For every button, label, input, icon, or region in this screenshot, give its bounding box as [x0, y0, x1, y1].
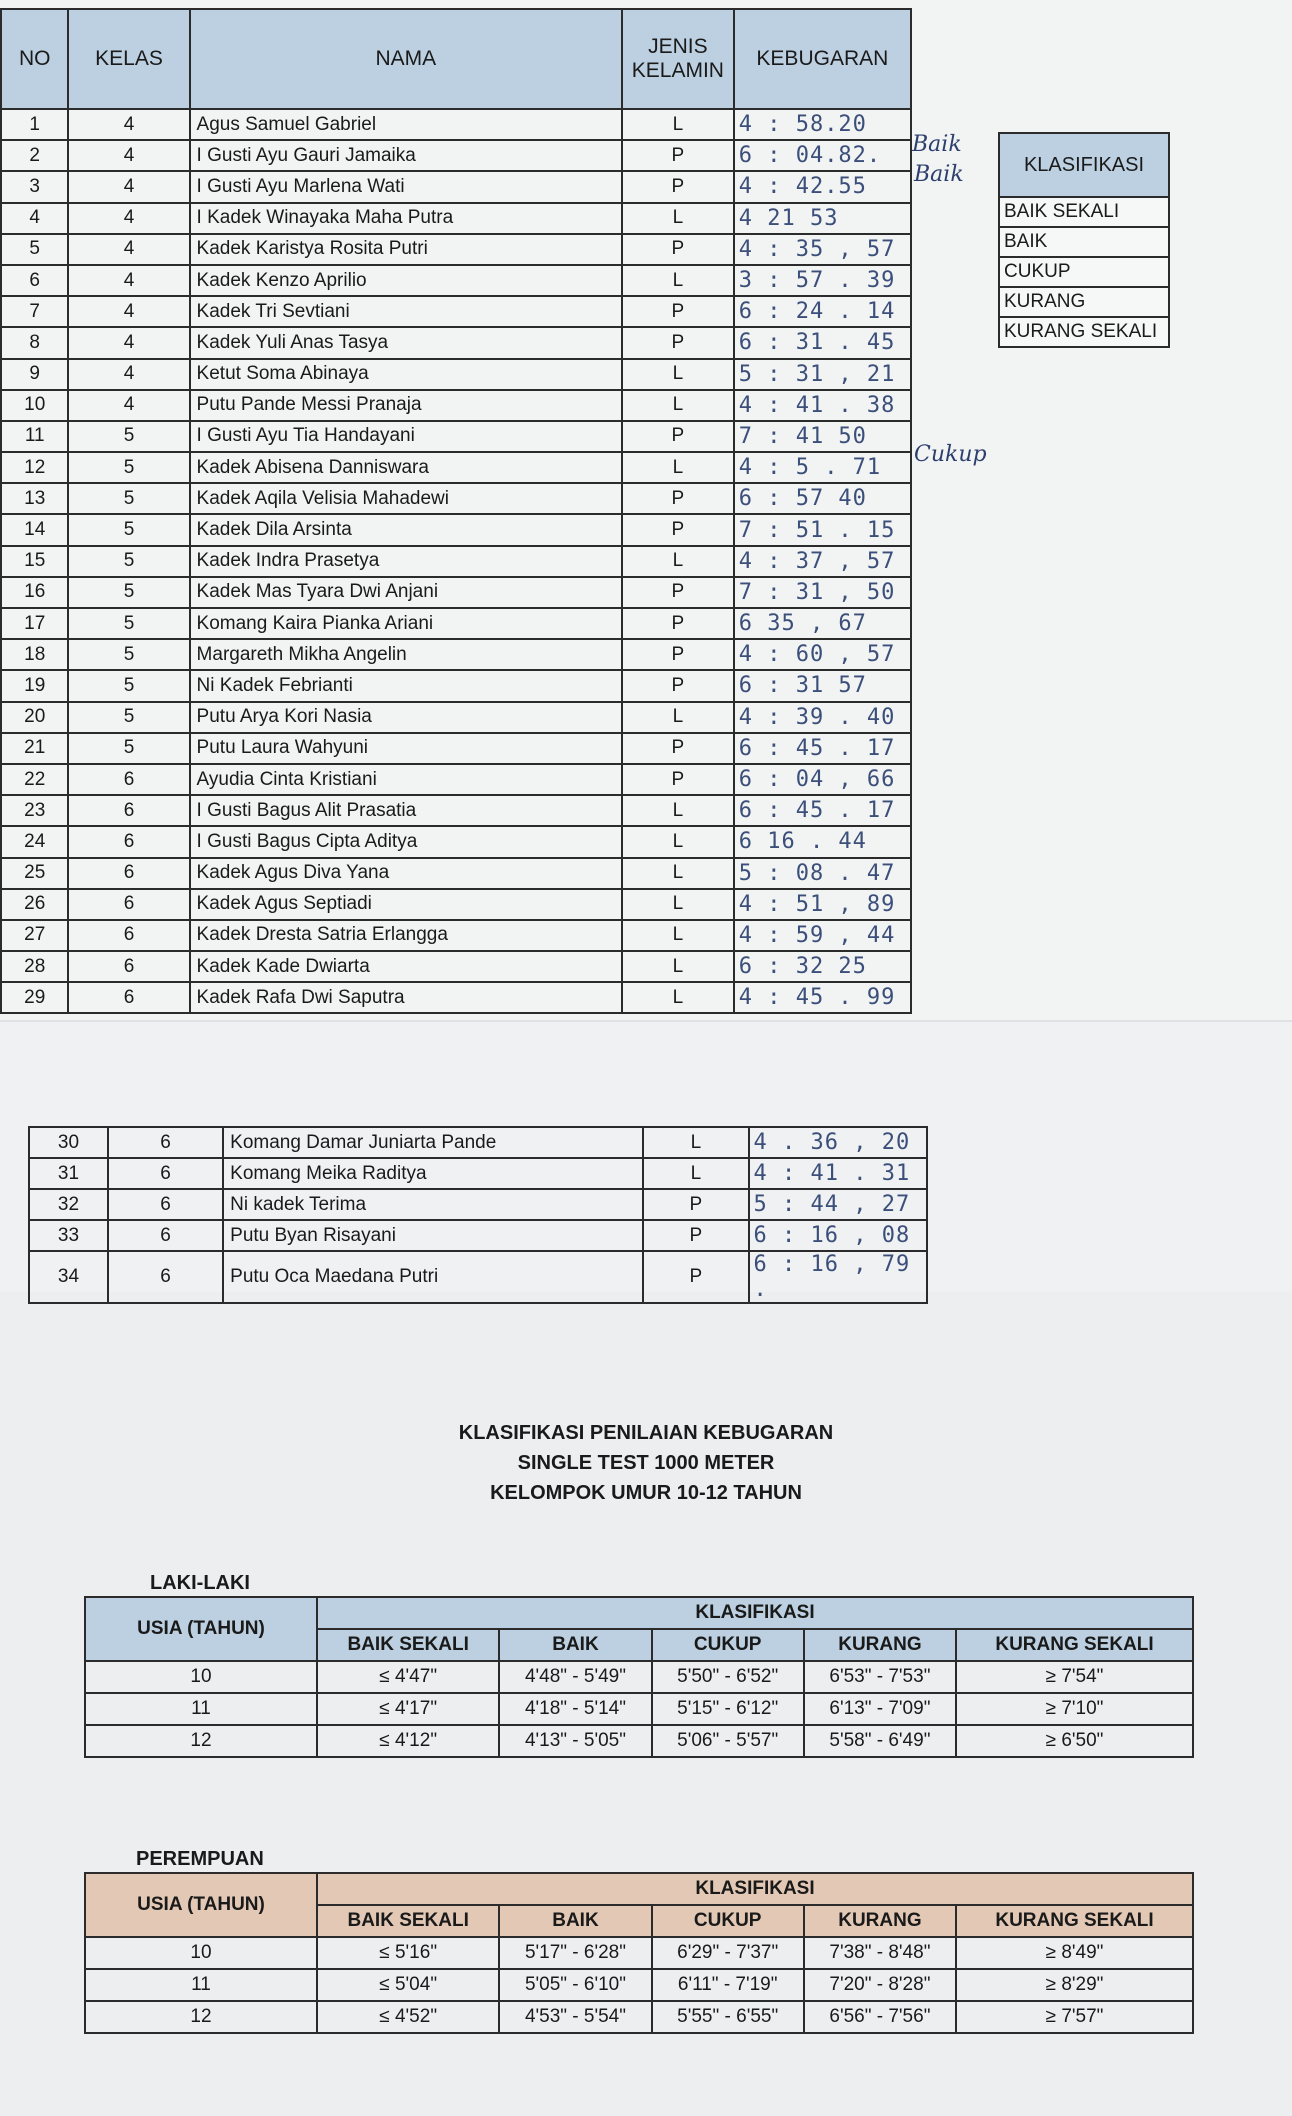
table-row [29, 1251, 927, 1303]
row-no: 27 [1, 920, 68, 951]
row-kebugaran: 4 . 36 , 20 [749, 1127, 927, 1158]
age-cell: 10 [85, 1937, 317, 1969]
row-kelas: 5 [68, 546, 189, 577]
row-jenis-kelamin: L [622, 858, 734, 889]
threshold-cell: ≥ 7'57" [956, 2001, 1193, 2033]
age-cell: 11 [85, 1969, 317, 2001]
table-row [1, 390, 911, 421]
row-no: 5 [1, 234, 68, 265]
row-kelas: 5 [68, 733, 189, 764]
table-row [1, 203, 911, 234]
age-header: USIA (TAHUN) [85, 1597, 317, 1661]
row-kelas: 6 [68, 858, 189, 889]
row-jenis-kelamin: L [622, 951, 734, 982]
row-nama: Komang Kaira Pianka Ariani [190, 608, 622, 639]
row-no: 7 [1, 296, 68, 327]
threshold-cell: ≥ 8'29" [956, 1969, 1193, 2001]
row-jenis-kelamin: P [643, 1220, 748, 1251]
row-jenis-kelamin: L [622, 546, 734, 577]
row-no: 16 [1, 577, 68, 608]
threshold-cell: 4'18" - 5'14" [499, 1693, 651, 1725]
classification-legend [998, 132, 1170, 348]
continued-table-body [29, 1127, 927, 1303]
row-kelas: 4 [68, 234, 189, 265]
row-jenis-kelamin: P [622, 733, 734, 764]
row-kebugaran: 6 : 24 . 14 [734, 296, 911, 327]
row-no: 19 [1, 670, 68, 701]
row-jenis-kelamin: L [622, 109, 734, 140]
row-kelas: 5 [68, 452, 189, 483]
header-jenis-kelamin: JENIS KELAMIN [622, 9, 734, 109]
male-label: LAKI-LAKI [150, 1572, 250, 1594]
row-kebugaran: 4 : 59 , 44 [734, 920, 911, 951]
row-jenis-kelamin: P [622, 171, 734, 202]
row-no: 32 [29, 1189, 108, 1220]
row-kebugaran: 6 16 . 44 [734, 826, 911, 857]
header-kebugaran: KEBUGARAN [734, 9, 911, 109]
col-cukup: CUKUP [652, 1629, 804, 1661]
row-nama: I Gusti Ayu Gauri Jamaika [190, 140, 622, 171]
row-kebugaran: 6 : 04.82. [734, 140, 911, 171]
row-jenis-kelamin: P [643, 1189, 748, 1220]
legend-item: CUKUP [999, 257, 1169, 287]
table-row [1, 296, 911, 327]
classification-title-line-1: KLASIFIKASI PENILAIAN KEBUGARAN [458, 1422, 834, 1444]
row-nama: Ni Kadek Febrianti [190, 670, 622, 701]
table-row [85, 1661, 1193, 1693]
age-cell: 10 [85, 1661, 317, 1693]
row-nama: Putu Pande Messi Pranaja [190, 390, 622, 421]
row-jenis-kelamin: P [622, 608, 734, 639]
row-kebugaran: 4 : 39 . 40 [734, 702, 911, 733]
table-row [1, 670, 911, 701]
row-kelas: 5 [68, 639, 189, 670]
threshold-cell: ≤ 4'17" [317, 1693, 499, 1725]
row-jenis-kelamin: P [622, 327, 734, 358]
table-row [1, 359, 911, 390]
table-header-row [1, 9, 911, 109]
row-no: 18 [1, 639, 68, 670]
row-jenis-kelamin: P [622, 483, 734, 514]
row-kebugaran: 4 : 60 , 57 [734, 639, 911, 670]
row-jenis-kelamin: L [622, 889, 734, 920]
row-no: 22 [1, 764, 68, 795]
table-row [1, 982, 911, 1013]
row-nama: Kadek Indra Prasetya [190, 546, 622, 577]
row-kelas: 5 [68, 421, 189, 452]
threshold-cell: ≤ 4'12" [317, 1725, 499, 1757]
row-no: 9 [1, 359, 68, 390]
row-jenis-kelamin: P [622, 421, 734, 452]
row-nama: Agus Samuel Gabriel [190, 109, 622, 140]
row-kelas: 6 [68, 889, 189, 920]
row-nama: Kadek Agus Diva Yana [190, 858, 622, 889]
row-kelas: 6 [68, 951, 189, 982]
row-jenis-kelamin: P [643, 1251, 748, 1303]
row-kebugaran: 6 : 31 57 [734, 670, 911, 701]
row-jenis-kelamin: L [622, 982, 734, 1013]
row-kebugaran: 6 : 04 , 66 [734, 764, 911, 795]
row-kebugaran: 5 : 44 , 27 [749, 1189, 927, 1220]
row-kelas: 4 [68, 140, 189, 171]
row-kebugaran: 6 : 16 , 08 [749, 1220, 927, 1251]
row-nama: Kadek Dila Arsinta [190, 514, 622, 545]
row-kebugaran: 4 21 53 [734, 203, 911, 234]
row-no: 21 [1, 733, 68, 764]
row-no: 29 [1, 982, 68, 1013]
col-kurang-sekali: KURANG SEKALI [956, 1905, 1193, 1937]
row-nama: Ayudia Cinta Kristiani [190, 764, 622, 795]
age-header: USIA (TAHUN) [85, 1873, 317, 1937]
table-row [1, 577, 911, 608]
threshold-cell: 6'11" - 7'19" [652, 1969, 804, 2001]
row-kelas: 4 [68, 171, 189, 202]
row-no: 33 [29, 1220, 108, 1251]
row-nama: I Gusti Ayu Tia Handayani [190, 421, 622, 452]
row-no: 28 [1, 951, 68, 982]
row-nama: Kadek Rafa Dwi Saputra [190, 982, 622, 1013]
row-nama: Kadek Dresta Satria Erlangga [190, 920, 622, 951]
table-row [85, 1725, 1193, 1757]
threshold-cell: ≤ 5'04" [317, 1969, 499, 2001]
threshold-cell: 5'06" - 5'57" [652, 1725, 804, 1757]
row-jenis-kelamin: L [643, 1127, 748, 1158]
row-jenis-kelamin: L [622, 390, 734, 421]
note-cukup: Cukup [914, 442, 987, 467]
row-no: 23 [1, 795, 68, 826]
table-row [85, 1937, 1193, 1969]
row-kebugaran: 4 : 42.55 [734, 171, 911, 202]
row-nama: Putu Byan Risayani [223, 1220, 643, 1251]
row-nama: Putu Laura Wahyuni [190, 733, 622, 764]
row-nama: Putu Oca Maedana Putri [223, 1251, 643, 1303]
row-jenis-kelamin: P [622, 296, 734, 327]
row-jenis-kelamin: L [622, 795, 734, 826]
table-row [29, 1189, 927, 1220]
row-kelas: 6 [108, 1251, 223, 1303]
threshold-cell: ≥ 8'49" [956, 1937, 1193, 1969]
threshold-cell: 6'29" - 7'37" [652, 1937, 804, 1969]
row-no: 30 [29, 1127, 108, 1158]
row-kebugaran: 6 : 16 , 79 . [749, 1251, 927, 1303]
row-kelas: 4 [68, 109, 189, 140]
row-kelas: 6 [68, 920, 189, 951]
row-jenis-kelamin: P [622, 639, 734, 670]
row-kebugaran: 7 : 51 . 15 [734, 514, 911, 545]
threshold-cell: ≥ 7'54" [956, 1661, 1193, 1693]
legend-item: BAIK SEKALI [999, 197, 1169, 227]
threshold-cell: 5'15" - 6'12" [652, 1693, 804, 1725]
threshold-cell: 4'13" - 5'05" [499, 1725, 651, 1757]
row-jenis-kelamin: L [622, 702, 734, 733]
row-jenis-kelamin: P [622, 670, 734, 701]
table-row [1, 514, 911, 545]
table-row [1, 920, 911, 951]
row-kebugaran: 4 : 41 . 38 [734, 390, 911, 421]
row-no: 3 [1, 171, 68, 202]
threshold-cell: 7'38" - 8'48" [804, 1937, 956, 1969]
row-kelas: 6 [68, 982, 189, 1013]
table-row [1, 795, 911, 826]
student-table-body [1, 109, 911, 1013]
row-no: 8 [1, 327, 68, 358]
table-row [1, 951, 911, 982]
klasifikasi-header: KLASIFIKASI [317, 1597, 1193, 1629]
threshold-cell: 5'58" - 6'49" [804, 1725, 956, 1757]
row-nama: I Gusti Bagus Cipta Aditya [190, 826, 622, 857]
row-jenis-kelamin: L [622, 826, 734, 857]
row-kebugaran: 4 : 5 . 71 [734, 452, 911, 483]
row-kebugaran: 6 35 , 67 [734, 608, 911, 639]
table-row [85, 2001, 1193, 2033]
row-kelas: 4 [68, 359, 189, 390]
row-jenis-kelamin: L [622, 452, 734, 483]
threshold-cell: ≥ 6'50" [956, 1725, 1193, 1757]
row-jenis-kelamin: L [622, 203, 734, 234]
col-baik: BAIK [499, 1905, 651, 1937]
row-nama: Ketut Soma Abinaya [190, 359, 622, 390]
row-kebugaran: 6 : 45 . 17 [734, 795, 911, 826]
classification-title-line-3: KELOMPOK UMUR 10-12 TAHUN [490, 1482, 802, 1504]
row-nama: I Kadek Winayaka Maha Putra [190, 203, 622, 234]
legend-item: KURANG [999, 287, 1169, 317]
row-nama: Kadek Tri Sevtiani [190, 296, 622, 327]
row-jenis-kelamin: L [643, 1158, 748, 1189]
row-nama: I Gusti Bagus Alit Prasatia [190, 795, 622, 826]
row-no: 26 [1, 889, 68, 920]
threshold-cell: 6'13" - 7'09" [804, 1693, 956, 1725]
row-jenis-kelamin: P [622, 577, 734, 608]
age-cell: 11 [85, 1693, 317, 1725]
row-kebugaran: 7 : 41 50 [734, 421, 911, 452]
row-kebugaran: 3 : 57 . 39 [734, 265, 911, 296]
note-baik-2: Baik [914, 162, 964, 187]
row-nama: Kadek Aqila Velisia Mahadewi [190, 483, 622, 514]
table-row [1, 171, 911, 202]
row-kebugaran: 6 : 57 40 [734, 483, 911, 514]
age-cell: 12 [85, 1725, 317, 1757]
row-kebugaran: 4 : 58.20 [734, 109, 911, 140]
row-kelas: 6 [108, 1189, 223, 1220]
row-no: 12 [1, 452, 68, 483]
threshold-cell: 7'20" - 8'28" [804, 1969, 956, 2001]
table-row [1, 733, 911, 764]
row-kelas: 4 [68, 327, 189, 358]
table-row [1, 483, 911, 514]
row-no: 24 [1, 826, 68, 857]
row-kelas: 4 [68, 203, 189, 234]
row-no: 20 [1, 702, 68, 733]
row-no: 6 [1, 265, 68, 296]
threshold-cell: 5'05" - 6'10" [499, 1969, 651, 2001]
header-no: NO [1, 9, 68, 109]
row-no: 15 [1, 546, 68, 577]
row-no: 4 [1, 203, 68, 234]
legend-item: BAIK [999, 227, 1169, 257]
threshold-cell: ≤ 5'16" [317, 1937, 499, 1969]
row-no: 13 [1, 483, 68, 514]
row-no: 11 [1, 421, 68, 452]
row-nama: Kadek Agus Septiadi [190, 889, 622, 920]
row-kelas: 6 [68, 795, 189, 826]
table-row [29, 1127, 927, 1158]
row-jenis-kelamin: L [622, 359, 734, 390]
table-row [1, 889, 911, 920]
table-row [1, 265, 911, 296]
threshold-cell: 4'48" - 5'49" [499, 1661, 651, 1693]
row-no: 17 [1, 608, 68, 639]
classification-title-line-2: SINGLE TEST 1000 METER [517, 1452, 775, 1474]
table-row [1, 234, 911, 265]
row-kebugaran: 4 : 51 , 89 [734, 889, 911, 920]
row-kelas: 6 [108, 1127, 223, 1158]
header-nama: NAMA [190, 9, 622, 109]
row-jenis-kelamin: P [622, 140, 734, 171]
female-table-body [85, 1937, 1193, 2033]
female-label: PEREMPUAN [136, 1848, 264, 1870]
row-kelas: 4 [68, 265, 189, 296]
col-baik: BAIK [499, 1629, 651, 1661]
table-row [1, 327, 911, 358]
age-cell: 12 [85, 2001, 317, 2033]
row-nama: Kadek Abisena Danniswara [190, 452, 622, 483]
legend-header: KLASIFIKASI [999, 133, 1169, 197]
table-row [1, 702, 911, 733]
table-row [85, 1693, 1193, 1725]
row-kebugaran: 4 : 41 . 31 [749, 1158, 927, 1189]
row-jenis-kelamin: P [622, 764, 734, 795]
female-classification-table [84, 1872, 1194, 2034]
row-no: 34 [29, 1251, 108, 1303]
row-nama: I Gusti Ayu Marlena Wati [190, 171, 622, 202]
row-kebugaran: 4 : 35 , 57 [734, 234, 911, 265]
table-row [1, 639, 911, 670]
row-nama: Margareth Mikha Angelin [190, 639, 622, 670]
row-nama: Ni kadek Terima [223, 1189, 643, 1220]
row-kelas: 5 [68, 670, 189, 701]
threshold-cell: 4'53" - 5'54" [499, 2001, 651, 2033]
threshold-cell: ≤ 4'52" [317, 2001, 499, 2033]
table-row [1, 764, 911, 795]
row-kebugaran: 6 : 45 . 17 [734, 733, 911, 764]
row-nama: Kadek Kade Dwiarta [190, 951, 622, 982]
col-baik-sekali: BAIK SEKALI [317, 1905, 499, 1937]
threshold-cell: 6'53" - 7'53" [804, 1661, 956, 1693]
threshold-cell: 5'55" - 6'55" [652, 2001, 804, 2033]
threshold-cell: 5'50" - 6'52" [652, 1661, 804, 1693]
row-nama: Kadek Karistya Rosita Putri [190, 234, 622, 265]
row-kelas: 4 [68, 390, 189, 421]
table-row [85, 1969, 1193, 2001]
row-no: 31 [29, 1158, 108, 1189]
table-row [1, 546, 911, 577]
table-row [1, 858, 911, 889]
row-no: 1 [1, 109, 68, 140]
row-jenis-kelamin: P [622, 514, 734, 545]
threshold-cell: 5'17" - 6'28" [499, 1937, 651, 1969]
row-kelas: 6 [68, 764, 189, 795]
table-row [1, 608, 911, 639]
col-baik-sekali: BAIK SEKALI [317, 1629, 499, 1661]
col-cukup: CUKUP [652, 1905, 804, 1937]
table-row [1, 421, 911, 452]
row-kelas: 4 [68, 296, 189, 327]
row-kelas: 6 [108, 1158, 223, 1189]
row-kelas: 6 [108, 1220, 223, 1251]
row-jenis-kelamin: L [622, 265, 734, 296]
row-kebugaran: 4 : 37 , 57 [734, 546, 911, 577]
row-kelas: 5 [68, 577, 189, 608]
row-nama: Komang Meika Raditya [223, 1158, 643, 1189]
row-jenis-kelamin: P [622, 234, 734, 265]
col-kurang: KURANG [804, 1905, 956, 1937]
table-row [1, 140, 911, 171]
row-kelas: 5 [68, 483, 189, 514]
row-kebugaran: 5 : 31 , 21 [734, 359, 911, 390]
table-row [1, 109, 911, 140]
row-nama: Kadek Kenzo Aprilio [190, 265, 622, 296]
row-kebugaran: 7 : 31 , 50 [734, 577, 911, 608]
row-kebugaran: 6 : 31 . 45 [734, 327, 911, 358]
threshold-cell: 6'56" - 7'56" [804, 2001, 956, 2033]
table-row [29, 1158, 927, 1189]
table-row [1, 826, 911, 857]
row-nama: Kadek Mas Tyara Dwi Anjani [190, 577, 622, 608]
header-kelas: KELAS [68, 9, 189, 109]
male-classification-table [84, 1596, 1194, 1758]
row-kebugaran: 4 : 45 . 99 [734, 982, 911, 1013]
row-nama: Kadek Yuli Anas Tasya [190, 327, 622, 358]
note-baik-1: Baik [912, 132, 962, 157]
student-fitness-table [0, 8, 912, 1014]
table-row [29, 1220, 927, 1251]
row-kebugaran: 6 : 32 25 [734, 951, 911, 982]
row-kelas: 5 [68, 514, 189, 545]
klasifikasi-header: KLASIFIKASI [317, 1873, 1193, 1905]
row-kelas: 5 [68, 702, 189, 733]
row-kelas: 5 [68, 608, 189, 639]
threshold-cell: ≤ 4'47" [317, 1661, 499, 1693]
row-nama: Putu Arya Kori Nasia [190, 702, 622, 733]
row-no: 10 [1, 390, 68, 421]
col-kurang-sekali: KURANG SEKALI [956, 1629, 1193, 1661]
row-no: 2 [1, 140, 68, 171]
student-fitness-table-continued [28, 1126, 928, 1304]
row-kelas: 6 [68, 826, 189, 857]
threshold-cell: ≥ 7'10" [956, 1693, 1193, 1725]
row-nama: Komang Damar Juniarta Pande [223, 1127, 643, 1158]
male-table-body [85, 1661, 1193, 1757]
row-jenis-kelamin: L [622, 920, 734, 951]
row-no: 14 [1, 514, 68, 545]
row-no: 25 [1, 858, 68, 889]
legend-item: KURANG SEKALI [999, 317, 1169, 347]
col-kurang: KURANG [804, 1629, 956, 1661]
table-row [1, 452, 911, 483]
row-kebugaran: 5 : 08 . 47 [734, 858, 911, 889]
